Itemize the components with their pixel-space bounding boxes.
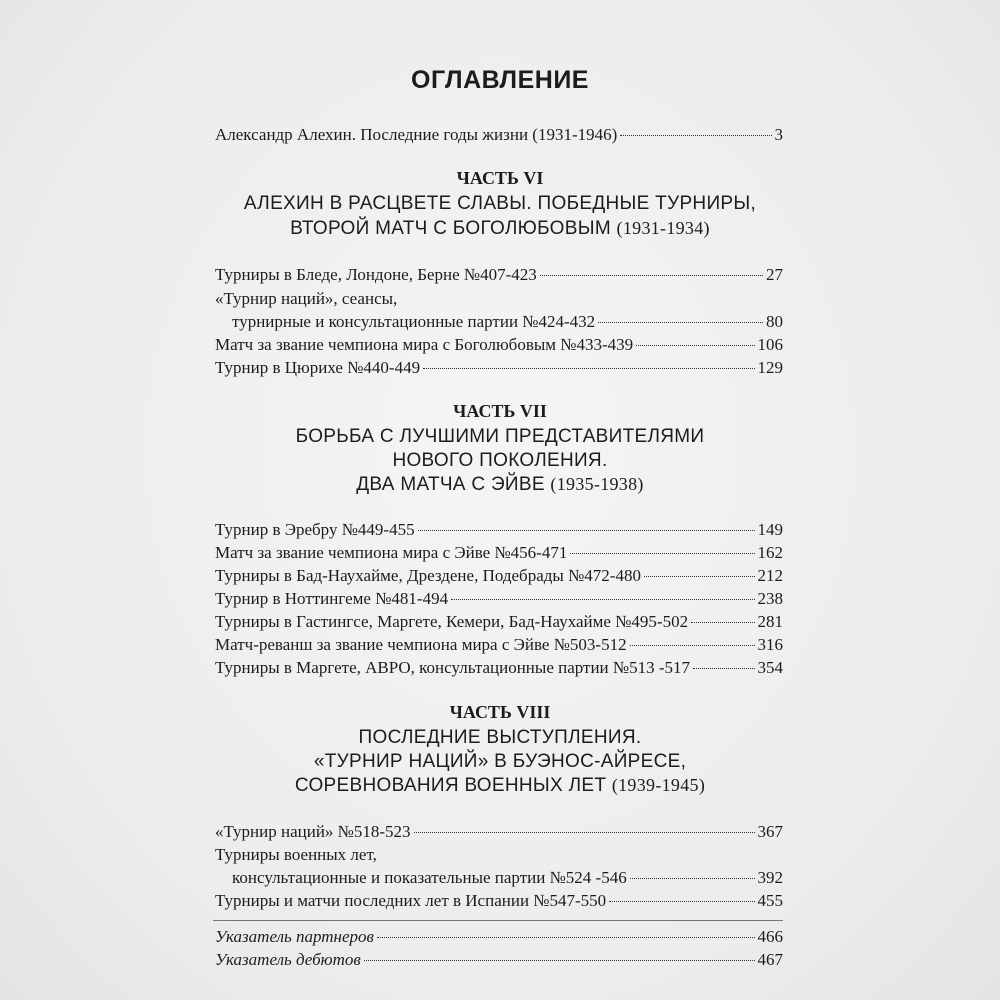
dot-leader (620, 135, 771, 136)
toc-entry-page: 392 (757, 868, 783, 887)
part-title-6-line2 (0, 218, 1000, 240)
toc-entry (215, 565, 783, 587)
toc-entry (232, 867, 783, 889)
toc-entry-index (215, 926, 783, 948)
part-title-7-line1: БОРЬБА С ЛУЧШИМИ ПРЕДСТАВИТЕЛЯМИ (295, 426, 705, 447)
toc-entry-title: Турнир в Эребру №449-455 (215, 520, 415, 539)
part-title-8-text: СОРЕВНОВАНИЯ ВОЕННЫХ ЛЕТ (294, 775, 607, 796)
toc-entry (215, 890, 783, 912)
toc-entry-title: Указатель дебютов (215, 950, 361, 969)
toc-entry-page: 455 (757, 891, 783, 910)
dot-leader (630, 878, 755, 879)
toc-entry-title: Турниры в Маргете, АВРО, консультационные партии №513 -517 (215, 658, 691, 677)
toc-entry-title-line1: Турниры военных лет, (215, 845, 377, 864)
part-title-6-line1: АЛЕХИН В РАСЦВЕТЕ СЛАВЫ. ПОБЕДНЫЕ ТУРНИРЫ, (243, 193, 757, 214)
part-years-6: (1931-1934) (616, 218, 710, 238)
part-label-6: ЧАСТЬ VI (456, 168, 544, 188)
toc-entry-page: 80 (766, 312, 783, 331)
part-title-7-line2: НОВОГО ПОКОЛЕНИЯ. (392, 450, 608, 471)
toc-entry (215, 519, 783, 541)
dot-leader (636, 345, 754, 346)
toc-entry-index (215, 949, 783, 971)
dot-leader (418, 530, 755, 531)
toc-entry-title: Турнир в Цюрихе №440-449 (215, 358, 421, 377)
toc-entry-page: 129 (757, 358, 783, 377)
toc-entry-title: Матч за звание чемпиона мира с Боголюбовым №433-439 (215, 335, 634, 354)
toc-entry-title: Матч-реванш за звание чемпиона мира с Эйве №503-512 (215, 635, 627, 654)
dot-leader (540, 275, 763, 276)
page-title: ОГЛАВЛЕНИЕ (411, 66, 589, 94)
toc-entry-page: 367 (757, 822, 783, 841)
toc-entry-page: 149 (757, 520, 783, 539)
toc-entry-page: 316 (757, 635, 783, 654)
part-title-8-line1: ПОСЛЕДНИЕ ВЫСТУПЛЕНИЯ. (358, 727, 642, 748)
toc-entry-title: Турниры в Бледе, Лондоне, Берне №407-423 (215, 265, 537, 284)
toc-entry-title: Александр Алехин. Последние годы жизни (1931-1946) (215, 125, 618, 144)
toc-entry-title: Матч за звание чемпиона мира с Эйве №456-471 (215, 543, 568, 562)
part-title-6-text: ВТОРОЙ МАТЧ С БОГОЛЮБОВЫМ (290, 218, 611, 239)
toc-entry-page: 467 (757, 950, 783, 969)
toc-entry (215, 264, 783, 286)
dot-leader (598, 322, 763, 323)
toc-entry-page: 281 (757, 612, 783, 631)
toc-entry (215, 634, 783, 656)
dot-leader (423, 368, 754, 369)
dot-leader (630, 645, 755, 646)
toc-entry (215, 821, 783, 843)
toc-entry-page: 3 (774, 125, 783, 144)
toc-entry (215, 588, 783, 610)
toc-entry-title: Турнир в Ноттингеме №481-494 (215, 589, 449, 608)
part-years-7: (1935-1938) (550, 474, 644, 494)
toc-entry (215, 611, 783, 633)
toc-entry (215, 542, 783, 564)
toc-entry-title: Турниры и матчи последних лет в Испании №547-550 (215, 891, 607, 910)
toc-entry-title: Турниры в Гастингсе, Маргете, Кемери, Бад-Наухайме №495-502 (215, 612, 689, 631)
toc-entry (215, 334, 783, 356)
toc-entry-page: 27 (766, 265, 783, 284)
part-title-8-line2: «ТУРНИР НАЦИЙ» В БУЭНОС-АЙРЕСЕ, (313, 751, 687, 772)
toc-entry-title: «Турнир наций» №518-523 (215, 822, 411, 841)
toc-entry-page: 106 (757, 335, 783, 354)
part-label-7: ЧАСТЬ VII (453, 401, 547, 421)
dot-leader (414, 832, 755, 833)
dot-leader (609, 901, 754, 902)
part-label-8: ЧАСТЬ VIII (449, 702, 551, 722)
toc-entry-title: турнирные и консультационные партии №424-432 (232, 312, 596, 331)
toc-entry (215, 357, 783, 379)
toc-entry-page: 238 (757, 589, 783, 608)
dot-leader (570, 553, 754, 554)
toc-entry-page: 466 (757, 927, 783, 946)
toc-entry-page: 162 (757, 543, 783, 562)
dot-leader (364, 960, 755, 961)
dot-leader (693, 668, 754, 669)
toc-entry-intro (215, 124, 783, 146)
part-years-8: (1939-1945) (611, 775, 706, 795)
divider (213, 920, 783, 921)
toc-entry-title: Указатель партнеров (215, 927, 374, 946)
part-title-8-line3 (0, 775, 1000, 797)
toc-entry-page: 212 (757, 566, 783, 585)
dot-leader (691, 622, 754, 623)
dot-leader (451, 599, 754, 600)
dot-leader (644, 576, 755, 577)
part-title-7-text: ДВА МАТЧА С ЭЙВЕ (356, 474, 545, 495)
toc-entry-title-line1: «Турнир наций», сеансы, (215, 289, 398, 308)
toc-entry-title: консультационные и показательные партии №524 -546 (232, 868, 627, 887)
part-title-7-line3 (0, 474, 1000, 496)
toc-entry (215, 657, 783, 679)
toc-entry-title: Турниры в Бад-Наухайме, Дрездене, Подебрады №472-480 (215, 566, 641, 585)
toc-entry (232, 311, 783, 333)
toc-entry-page: 354 (757, 658, 783, 677)
dot-leader (377, 937, 755, 938)
